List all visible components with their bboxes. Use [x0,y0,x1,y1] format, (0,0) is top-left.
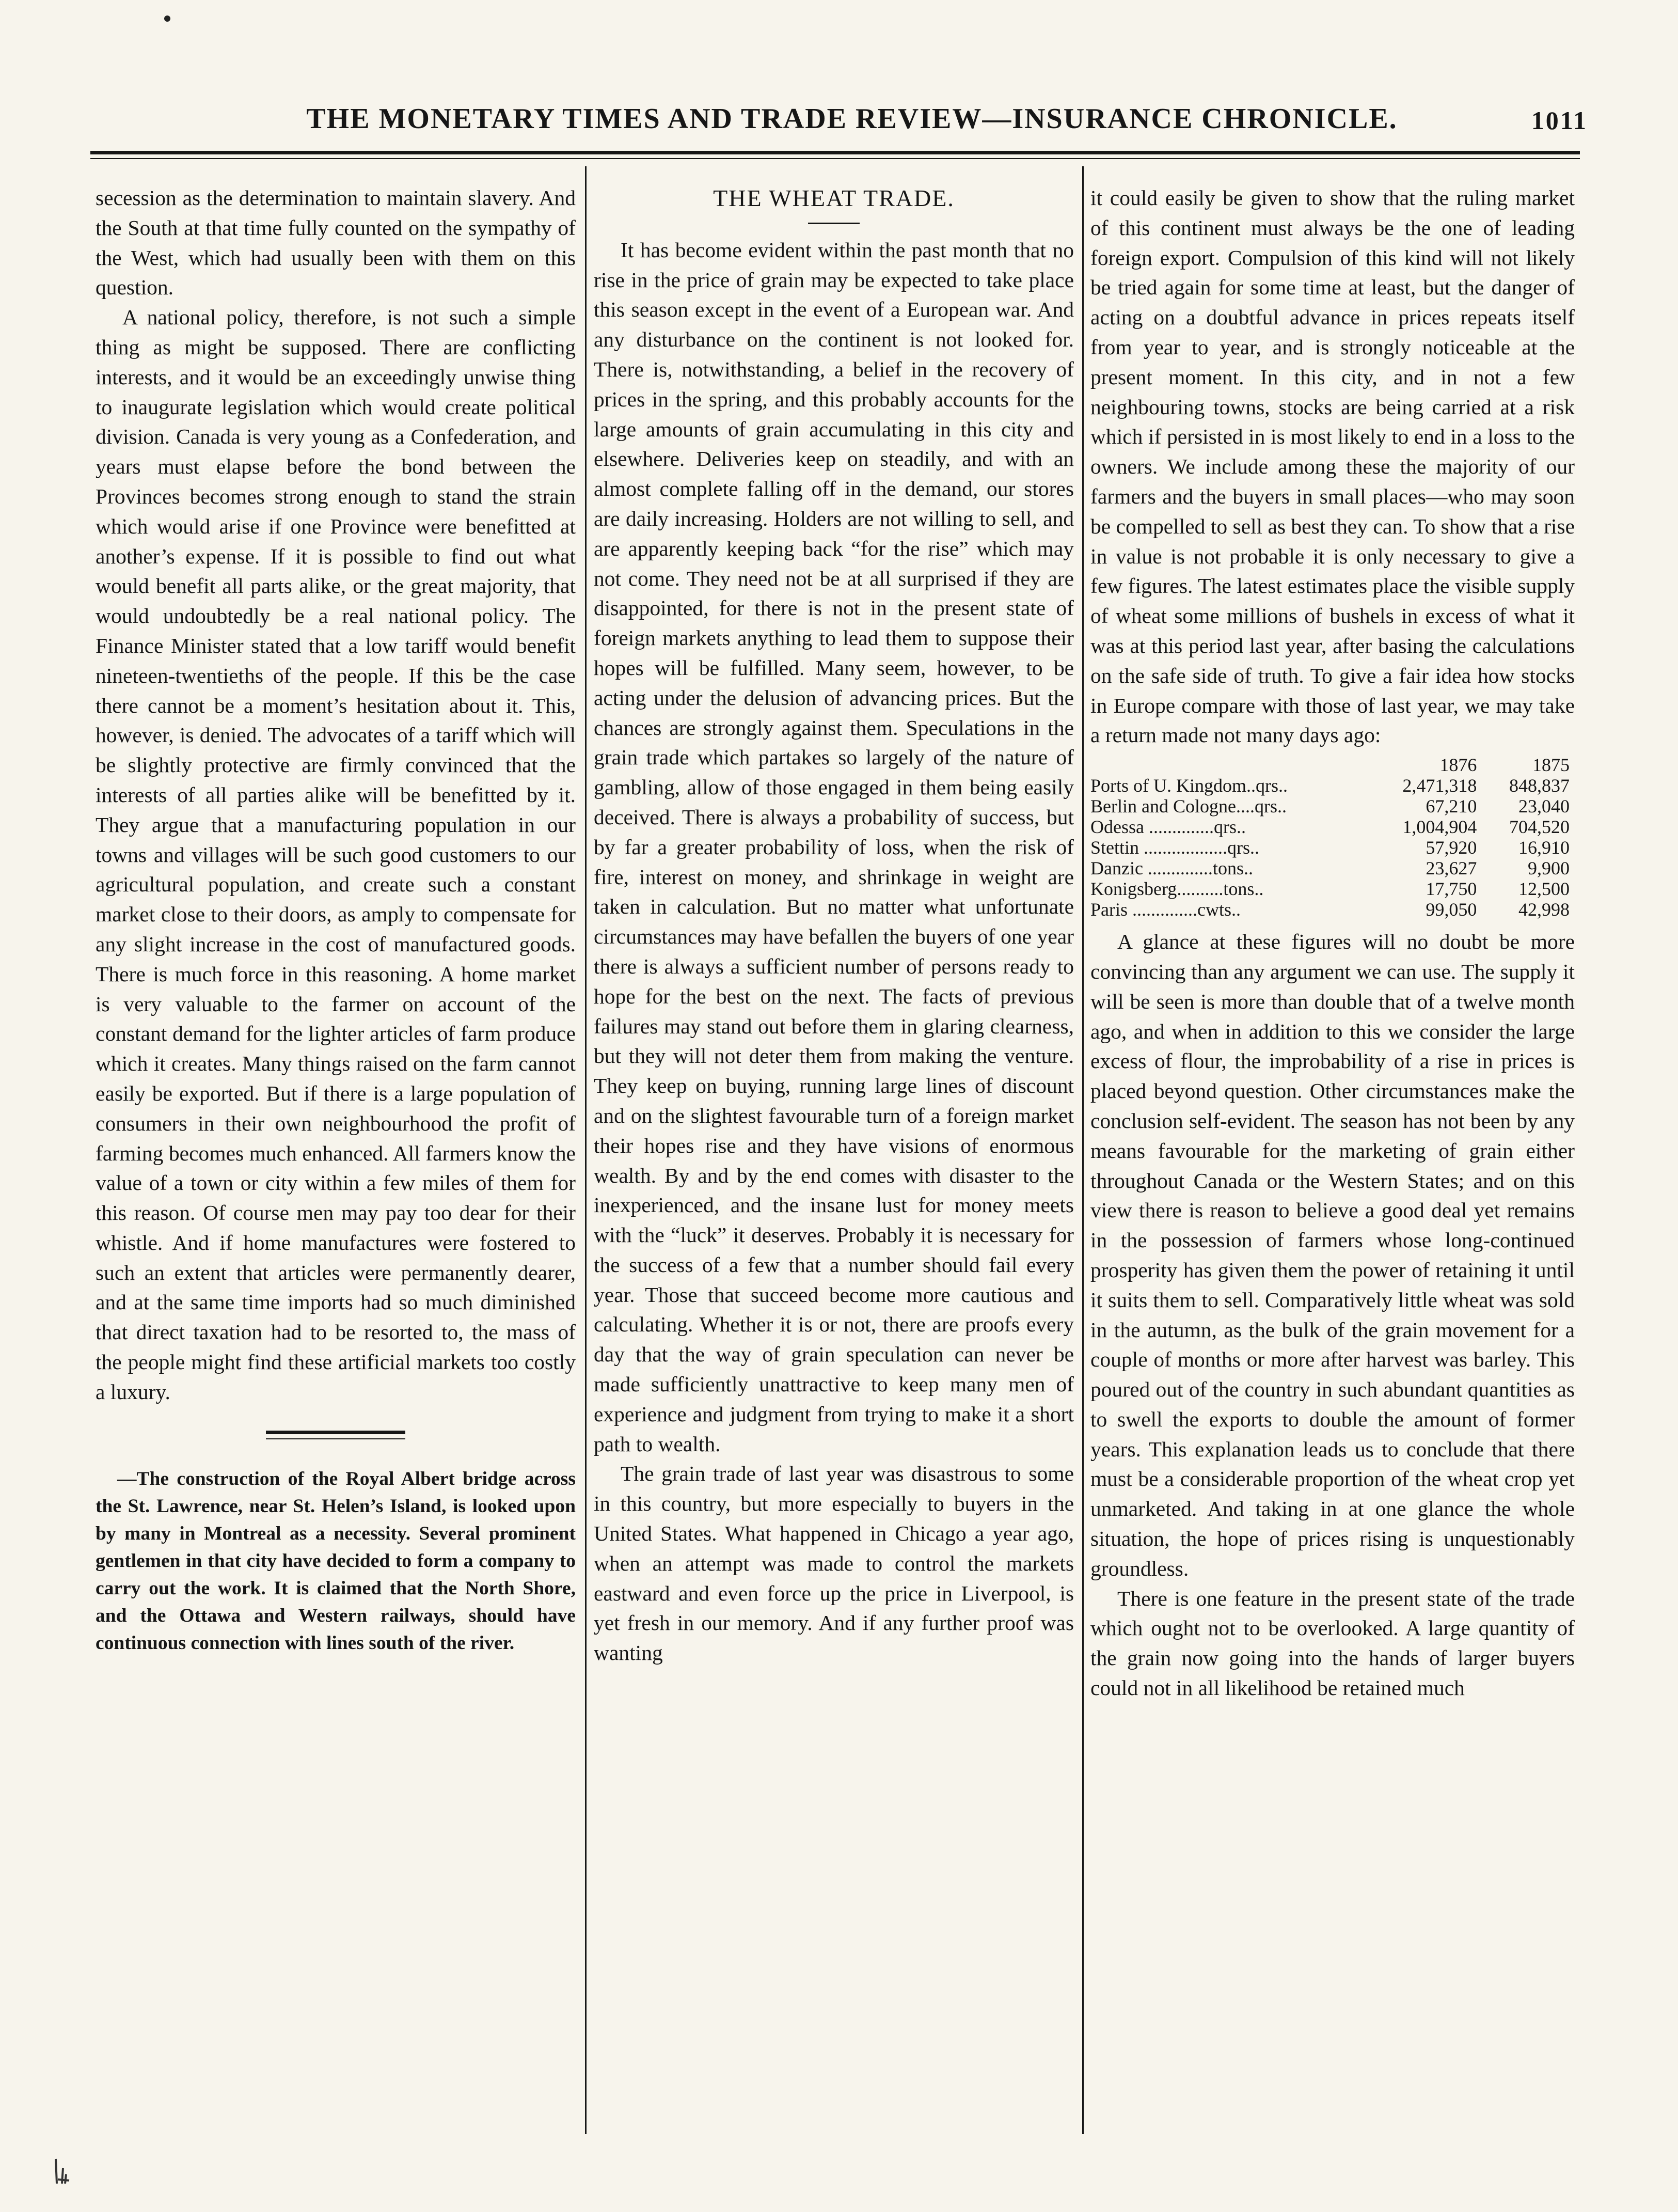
table-row [1090,878,1575,899]
headline-rule [808,223,860,224]
port-name: Danzic ..............tons.. [1090,858,1253,879]
value-1875: 9,900 [1528,858,1570,879]
article-separator-thick [266,1431,405,1434]
running-title: THE MONETARY TIMES AND TRADE REVIEW—INSURANCE CHRONICLE. [306,103,1398,135]
col3-paragraph-2: A glance at these figures will no doubt be more convincing than any argument we can use. The supply it will be seen is more than double that of a twelve month ago, and when in addition to this we consider the large excess of flour, the improbability of a rise in prices is placed beyond question. Other circumstances make the conclusion self-evident. The season has not been by any means favourable for the marketing of grain either throughout Canada or the Western States; and on this view there is reason to believe a good deal yet remains in the possession of farmers whose long-continued prosperity has given them the power of retaining it until it suits them to sell. Comparatively little wheat was sold in the autumn, as the bulk of the grain movement for a couple of months or more after harvest was barley. This poured out of the country in such abundant quantities as to swell the exports to double the amount of former years. This explanation leads us to conclude that there must be a considerable proportion of the wheat crop yet unmarketed. And taking in at one glance the whole situation, the hope of prices rising is unquestionably groundless. [1090,930,1575,1580]
article-headline: THE WHEAT TRADE. [713,185,955,211]
port-name: Paris ..............cwts.. [1090,899,1241,920]
year-1876-header: 1876 [1439,755,1477,776]
col2-paragraph-2: The grain trade of last year was disastrous to some in this country, but more especially to buyers in the United States. What happened in Chicago a year ago, when an attempt was made to control the markets eastward and even force up the price in Liverpool, is yet fresh in our memory. And if any further proof was wanting [594,1462,1074,1665]
ink-dot [164,15,170,22]
column-1 [96,183,576,1657]
value-1875: 12,500 [1518,878,1570,900]
header-rule-thin [90,158,1580,159]
bridge-note-text: —The construction of the Royal Albert bridge across the St. Lawrence, near St. Helen’s Island, is looked upon by many in Montreal as a necessity. Several prominent gentlemen in that city have decided to form a company to carry out the work. It is claimed that the North Shore, and the Ottawa and Western railways, should have continuous connection with lines south of the river. [96,1468,576,1654]
column-3 [1090,183,1575,1703]
port-name: Ports of U. Kingdom..qrs.. [1090,775,1288,796]
year-1875-header: 1875 [1532,755,1570,776]
port-name: Konigsberg..........tons.. [1090,878,1264,900]
value-1875: 16,910 [1518,837,1570,858]
wheat-stocks-table [1090,755,1575,920]
col1-paragraph-1: secession as the determination to maintain slavery. And the South at that time fully counted on the sympathy of the West, which had usually been with them on this question. [96,186,576,300]
article-separator-thin [266,1438,405,1439]
value-1876: 1,004,904 [1402,817,1477,838]
header-rule-thick [90,151,1580,154]
value-1876: 2,471,318 [1402,775,1477,796]
value-1876: 99,050 [1426,899,1477,920]
value-1875: 42,998 [1518,899,1570,920]
value-1876: 17,750 [1426,878,1477,900]
value-1876: 23,627 [1426,858,1477,879]
col2-paragraph-1: It has become evident within the past month that no rise in the price of grain may be expected to take place this season except in the event of a European war. And any disturbance on the continent is not looked for. There is, notwithstanding, a belief in the recovery of prices in the spring, and this probably accounts for the large amounts of grain accumulating in this city and elsewhere. Deliveries keep on steadily, and with an almost complete falling off in the demand, our stores are daily increasing. Holders are not willing to sell, and are apparently keeping back “for the rise” which may not come. They need not be at all surprised if they are disappointed, for there is not in the present state of foreign markets anything to lead them to suppose their hopes will be fulfilled. Many seem, however, to be acting under the delusion of advancing prices. But the chances are strongly against them. Speculations in the grain trade which partakes so largely of the nature of gambling, allow of those engaged in them being easily deceived. There is always a probability of success, but by far a greater probability of loss, when the risk of fire, interest on money, and shrinkage in weight are taken in calculation. But no matter what unfortunate circumstances may have befallen the buyers of one year there is always a sufficient number of persons ready to hope for the best on the next. The facts of previous failures may stand out before them in glaring clearness, but they will not deter them from making the venture. They keep on buying, running large lines of discount and on the slightest favourable turn of a foreign market their hopes rise and they have visions of enormous wealth. By and by the end comes with disaster to the inexperienced, and the insane lust for money meets with the “luck” it deserves. Probably it is necessary for the success of a few that a number should fail every year. Those that succeed become more cautious and calculating. Whether it is or not, there are proofs every day that the way of grain speculation can never be made sufficiently unattractive to keep many men of experience and judgment from trying to make it a short path to wealth. [594,238,1074,1456]
bridge-note [96,1465,576,1657]
column-2 [594,183,1074,1668]
port-name: Berlin and Cologne....qrs.. [1090,796,1287,817]
table-row [1090,837,1575,858]
table-row [1090,775,1575,796]
value-1876: 57,920 [1426,837,1477,858]
value-1875: 23,040 [1518,796,1570,817]
col3-paragraph-1: it could easily be given to show that the ruling market of this continent must always be the one of leading foreign export. Compulsion of this kind will not likely be tried again for some time at least, but the danger of acting on a doubtful advance in prices repeats itself from year to year, and is strongly noticeable at the present moment. In this city, and in not a few neighbouring towns, stocks are being carried at a risk which if persisted in is most likely to end in a loss to the owners. We include among these the majority of our farmers and the buyers in small places—who may soon be compelled to sell as best they can. To show that a rise in value is not probable it is only necessary to give a few figures. The latest estimates place the visible supply of wheat some millions of bushels in excess of what it was at this period last year, after basing the calculations on the safe side of truth. To give a fair idea how stocks in Europe compare with those of last year, we may take a return made not many days ago: [1090,186,1575,747]
page-header [90,102,1588,144]
column-divider-1 [585,166,587,2134]
page-number: 1011 [1531,106,1588,135]
col1-paragraph-2: A national policy, therefore, is not such a simple thing as might be supposed. There are conflicting interests, and it would be an exceedingly unwise thing to inaugurate legislation which would create political division. Canada is very young as a Confederation, and years must elapse before the bond between the Provinces becomes strong enough to stand the strain which would arise if one Province were benefitted at another’s expense. If it is possible to find out what would benefit all parts alike, or the great majority, that would undoubtedly be a real national policy. The Finance Minister stated that a low tariff would benefit nineteen-twentieths of the people. If this be the case there cannot be a moment’s hesitation about it. This, however, is denied. The advocates of a tariff which will be slightly protective are firmly convinced that the interests of all parties alike will be benefitted by it. They argue that a manufacturing population in our towns and villages will be such good customers to our agricultural population, and create such a constant market close to their doors, as amply to compensate for any slight increase in the cost of manufactured goods. There is much force in this reasoning. A home market is very valuable to the farmer on account of the constant demand for the lighter articles of farm produce which it creates. Many things raised on the farm cannot easily be exported. But if there is a large population of consumers in their own neighbourhood the profit of farming becomes much enhanced. All farmers know the value of a town or city within a few miles of them for this reason. Of course men may pay too dear for their whistle. And if home manufactures were fostered to such an extent that articles were permanently dearer, and at the same time imports had so much diminished that direct taxation had to be resorted to, the mass of the people might find these artificial markets too costly a luxury. [96,305,576,1404]
value-1876: 67,210 [1426,796,1477,817]
table-header-row [1090,755,1575,775]
port-name: Odessa ..............qrs.. [1090,817,1246,838]
table-row [1090,899,1575,920]
value-1875: 848,837 [1509,775,1570,796]
table-row [1090,796,1575,817]
value-1875: 704,520 [1509,817,1570,838]
table-row [1090,858,1575,878]
column-divider-2 [1082,166,1084,2134]
table-row [1090,817,1575,837]
port-name: Stettin ..................qrs.. [1090,837,1260,858]
corner-ink-mark [52,2154,83,2185]
col3-paragraph-3: There is one feature in the present state of the trade which ought not to be overlooked. A large quantity of the grain now going into the hands of larger buyers could not in all likelihood be retained much [1090,1586,1575,1700]
